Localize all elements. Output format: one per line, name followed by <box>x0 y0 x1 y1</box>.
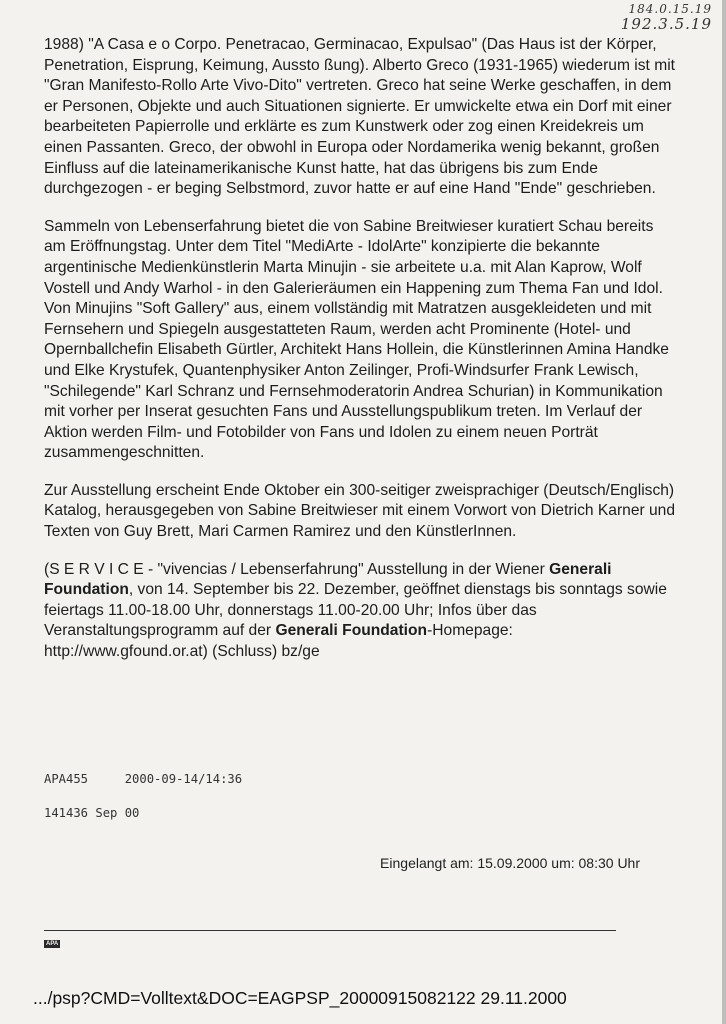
agency-meta-line-2: 141436 Sep 00 <box>44 806 140 820</box>
paragraph-1: 1988) "A Casa e o Corpo. Penetracao, Germinacao, Expulsao" (Das Haus ist der Körper, Penetration, Eisprung, Keimung, Aussto ßung). Alberto Greco (1931-1965) wiederum ist mit "Gran Manifesto-Rollo Arte Vivo-Dito" vertreten. Greco hat seine Werke geschaffen, in dem er Personen, Objekte und auch Situationen signierte. Er umwickelte etwa ein Dorf mit einer bearbeiteten Papierrolle und erklärte es zum Kunstwerk oder zog einen Kreidekreis um einen Passanten. Greco, der obwohl in Europa oder Nordamerika wenig bekannt, großen Einfluss auf die lateinamerikanische Kunst hatte, hat das übrigens bis zum Ende durchgezogen - er beging Selbstmord, zuvor hatte er auf eine Hand "Ende" geschrieben. <box>44 36 675 198</box>
service-text-d: -Homepage: http://www.gfound.or.at) (Schluss) bz/ge <box>44 622 513 661</box>
paragraph-service <box>44 560 676 663</box>
footer-url: .../psp?CMD=Volltext&DOC=EAGPSP_20000915082122 29.11.2000 <box>33 988 567 1008</box>
handwritten-note-line-2: 192.3.5.19 <box>620 15 712 33</box>
paragraph-3: Zur Ausstellung erscheint Ende Oktober ein 300-seitiger zweisprachiger (Deutsch/Englisch) Katalog, herausgegeben von Sabine Breitwieser mit einem Vorwort von Dietrich Karner und Texten von Guy Brett, Mari Carmen Ramirez und den KünstlerInnen. <box>44 481 676 541</box>
page-edge <box>722 0 726 1024</box>
paragraph-2: Sammeln von Lebenserfahrung bietet die von Sabine Breitwieser kuratiert Schau bereits am Eröffnungstag. Unter dem Titel "MediArte - IdolArte" konzipierte die bekannte argentinische Medienkünstlerin Marta Minujin - sie arbeitete u.a. mit Alan Kaprow, Wolf Vostell und Andy Warhol - in den Galerieräumen ein Happening zum Thema Fan und Idol. Von Minujins "Soft Gallery" aus, einem vollständig mit Matratzen ausgekleideten und mit Fernsehern und Spiegeln ausgestatteten Raum, werden acht Prominente (Hotel- und Opernballchefin Elisabeth Gürtler, Architekt Hans Hollein, die Künstlerinnen Amina Handke und Elke Krystufek, Quantenphysiker Anton Zeilinger, Profi-Windsurfer Frank Lewisch, "Schilegende" Karl Schranz und Fernsehmoderatorin Andrea Schurian) in Kommunikation mit vorher per Inserat gesuchten Fans und Ausstellungspublikum treten. Im Verlauf der Aktion werden Film- und Fotobilder von Fans und Idolen zu einem neuen Porträt zusammengeschnitten. <box>44 217 669 462</box>
apa-logo: APA <box>46 941 59 947</box>
service-text-c: , von 14. September bis 22. Dezember, geöffnet dienstags bis sonntags sowie feiertags 11.00-18.00 Uhr, donnerstags 11.00-20.00 Uhr; Infos über das Veranstaltungsprogramm auf der <box>44 581 667 640</box>
service-org-name-1: Generali Foundation <box>44 560 612 599</box>
agency-meta-line-1: APA455 2000-09-14/14:36 <box>44 772 243 786</box>
handwritten-note-line-1: 184.0.15.19 <box>628 2 712 16</box>
divider-line <box>44 930 616 931</box>
handwritten-note <box>621 2 712 32</box>
received-timestamp: Eingelangt am: 15.09.2000 um: 08:30 Uhr <box>380 855 640 871</box>
service-org-name-2: Generali Foundation <box>275 622 428 640</box>
service-text-a: (S E R V I C E - "vivencias / Lebenserfahrung" Ausstellung in der Wiener <box>44 560 550 578</box>
article-body <box>44 35 676 681</box>
